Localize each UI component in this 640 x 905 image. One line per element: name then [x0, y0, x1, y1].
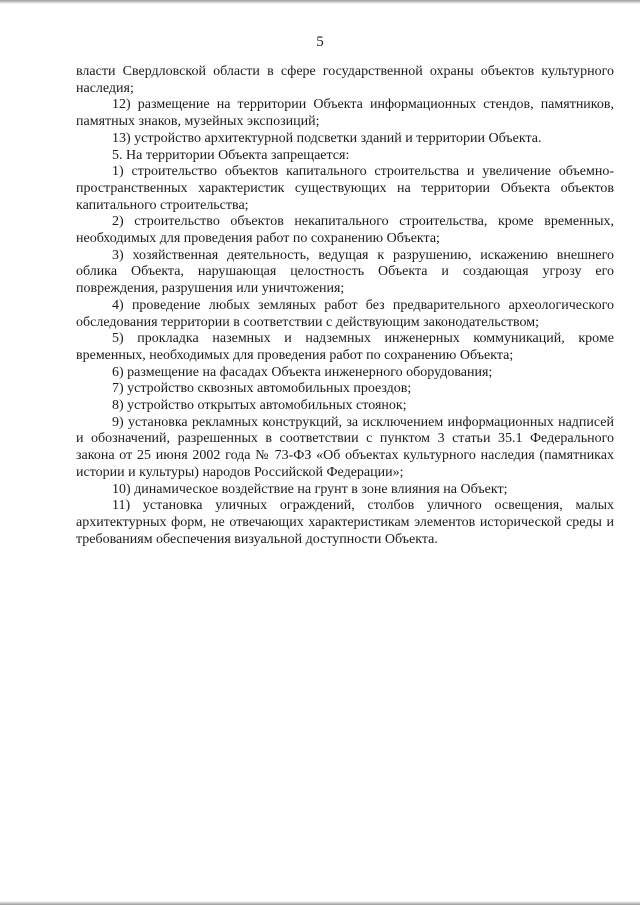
paragraph-8: 5) прокладка наземных и надземных инженерных коммуникаций, кроме временных, необходимых для проведения работ по сохранению Объекта;: [76, 331, 614, 363]
paragraph-4: 1) строительство объектов капитального строительства и увеличение объемно-пространственных характеристик существующих на территории Объекта объектов капитального строительства;: [76, 164, 614, 213]
paragraph-14: 11) установка уличных ограждений, столбов уличного освещения, малых архитектурных форм, не отвечающих характеристикам элементов исторической среды и требованиям обеспечения визуальной доступности Объекта.: [76, 498, 614, 547]
page-top-edge: [0, 0, 640, 4]
paragraph-7: 4) проведение любых земляных работ без предварительного археологического обследования территории в соответствии с действующим законодательством;: [76, 297, 614, 330]
paragraph-9: 6) размещение на фасадах Объекта инженерного оборудования;: [112, 364, 493, 380]
document-body: [76, 64, 614, 548]
paragraph-6: 3) хозяйственная деятельность, ведущая к разрушению, искажению внешнего облика Объекта, нарушающая целостность Объекта и создающая угрозу его повреждения, разрушения или уничтожения;: [76, 247, 614, 297]
page-number: 5: [316, 34, 324, 50]
paragraph-2: 13) устройство архитектурной подсветки зданий и территории Объекта.: [112, 130, 542, 146]
paragraph-1: 12) размещение на территории Объекта информационных стендов, памятников, памятных знаков, музейных экспозиций;: [76, 97, 614, 130]
page-bottom-edge: [0, 901, 640, 905]
paragraph-13: 10) динамическое воздействие на грунт в зоне влияния на Объект;: [112, 481, 508, 497]
paragraph-0: власти Свердловской области в сфере государственной охраны объектов культурного наследия;: [76, 64, 614, 96]
paragraph-12: 9) установка рекламных конструкций, за исключением информационных надписей и обозначений, разрешенных в соответствии с пунктом 3 статьи 35.1 Федерального закона от 25 июня 2002 года № 73-ФЗ «Об объектах культурного наследия (памятниках истории и культуры) народов Российской Федерации»;: [76, 414, 614, 480]
paragraph-10: 7) устройство сквозных автомобильных проездов;: [112, 381, 412, 397]
paragraph-11: 8) устройство открытых автомобильных стоянок;: [112, 398, 407, 414]
paragraph-3: 5. На территории Объекта запрещается:: [112, 147, 350, 163]
paragraph-5: 2) строительство объектов некапитального строительства, кроме временных, необходимых для проведения работ по сохранению Объекта;: [76, 214, 614, 247]
